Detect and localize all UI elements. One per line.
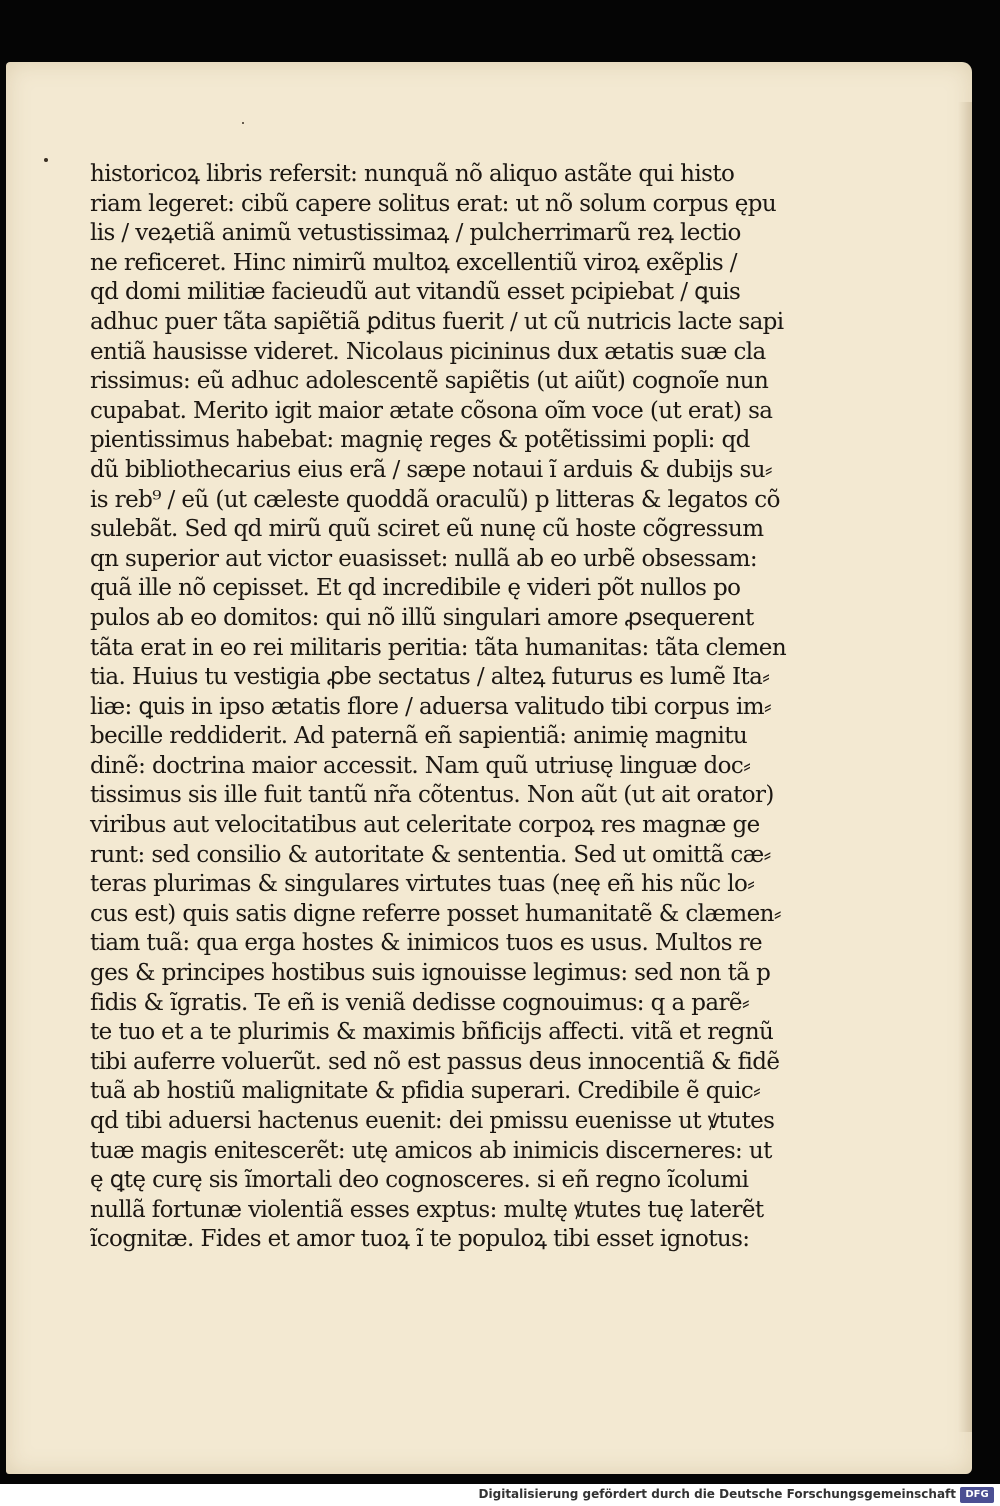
text-line: teras plurimas & singulares virtutes tuas (neę eñ his nũc lo⸗ [90,871,755,898]
text-line: historicoꝝ libris refersit: nunquã nõ aliquo astãte qui histo [90,161,735,187]
book-page [6,62,972,1474]
text-line: riam legeret: cibũ capere solitus erat: ut nõ solum corpus ępu [90,190,777,217]
text-line: becille reddiderit. Ad paternã eñ sapientiã: animię magnitu [90,723,748,750]
text-line: entiã hausisse videret. Nicolaus picininus dux ætatis suæ cla [90,338,766,365]
funding-notice: Digitalisierung gefördert durch die Deutsche Forschungsgemeinschaft [478,1487,956,1501]
text-line: viribus aut velocitatibus aut celeritate corpoꝝ res magnæ ge [90,812,760,839]
text-line: ę ꝗtę curę sis ĩmortali deo cognosceres. si eñ regno ĩcolumi [90,1167,749,1194]
text-line: cus est) quis satis digne referre posset humanitatẽ & clæmen⸗ [90,900,781,927]
text-line: rissimus: eũ adhuc adolescentẽ sapiẽtis (ut aiũt) cognoĩe nun [90,368,769,395]
text-line: ĩcognitæ. Fides et amor tuoꝝ ĩ te populoꝝ tibi esset ignotus: [90,1226,750,1253]
text-line: dinẽ: doctrina maior accessit. Nam quũ utriusę linguæ doc⸗ [90,752,751,779]
text-line: tissimus sis ille fuit tantũ nr̃a cõtentus. Non aũt (ut ait orator) [90,782,774,809]
text-line: tibi auferre voluerũt. sed nõ est passus deus innocentiã & fidẽ [90,1048,780,1075]
text-line: tuã ab hostiũ malignitate & pfidia superari. Credibile ẽ quic⸗ [90,1078,761,1105]
text-line: pientissimus habebat: magnię reges & potẽtissimi popli: qd [90,427,750,454]
text-line: ges & principes hostibus suis ignouisse legimus: sed non tã p [90,960,771,987]
ink-speck [242,122,244,124]
text-line: is reb⁹ / eũ (ut cæleste quoddã oraculũ) p litteras & legatos cõ [90,486,780,513]
text-line: sulebãt. Sed qd mirũ quũ sciret eũ nunę cũ hoste cõgressum [90,516,764,543]
footer-bar [0,1484,1000,1506]
text-line: runt: sed consilio & autoritate & sententia. Sed ut omittã cæ⸗ [90,841,771,868]
text-line: lis / veꝝetiã animũ vetustissimaꝝ / pulcherrimarũ reꝝ lectio [90,220,741,247]
text-line: qd domi militiæ facieudũ aut vitandũ esset pcipiebat / ꝗuis [90,279,741,306]
text-line: tãta erat in eo rei militaris peritia: tãta humanitas: tãta clemen [90,634,787,661]
text-line: liæ: ꝗuis in ipso ætatis flore / aduersa valitudo tibi corpus im⸗ [90,693,771,720]
dfg-logo-icon: DFG [960,1487,994,1503]
text-line: cupabat. Merito igit maior ætate cõsona oĩm voce (ut erat) sa [90,397,773,424]
text-line: tiam tuã: qua erga hostes & inimicos tuos es usus. Multos re [90,930,763,957]
ink-speck [44,158,48,162]
page-text [90,160,810,1255]
text-line: dũ bibliothecarius eius erã / sæpe notaui ĩ arduis & dubijs su⸗ [90,456,772,483]
text-line: fidis & ĩgratis. Te eñ is veniã dedisse cognouimus: q a parẽ⸗ [90,989,750,1016]
text-line: qd tibi aduersi hactenus euenit: dei pmissu euenisse ut ꝟtutes [90,1108,775,1134]
text-line: ne reficeret. Hinc nimirũ multoꝝ excellentiũ viroꝝ exẽplis / [90,249,737,276]
text-line: nullã fortunæ violentiã esses exptus: multę ꝟtutes tuę laterẽt [90,1196,764,1223]
text-line: qn superior aut victor euasisset: nullã ab eo urbẽ obsessam: [90,545,758,572]
text-line: quã ille nõ cepisset. Et qd incredibile ę videri põt nullos po [90,575,741,602]
text-line: adhuc puer tãta sapiẽtiã ꝑditus fuerit / ut cũ nutricis lacte sapi [90,308,784,335]
text-line: te tuo et a te plurimis & maximis bñficijs affecti. vitã et regnũ [90,1019,774,1046]
text-line: pulos ab eo domitos: qui nõ illũ singulari amore ꝓsequerent [90,604,754,631]
text-line: tia. Huius tu vestigia ꝓbe sectatus / alteꝝ futurus es lumẽ Ita⸗ [90,664,770,691]
text-line: tuæ magis enitescerẽt: utę amicos ab inimicis discerneres: ut [90,1137,772,1164]
